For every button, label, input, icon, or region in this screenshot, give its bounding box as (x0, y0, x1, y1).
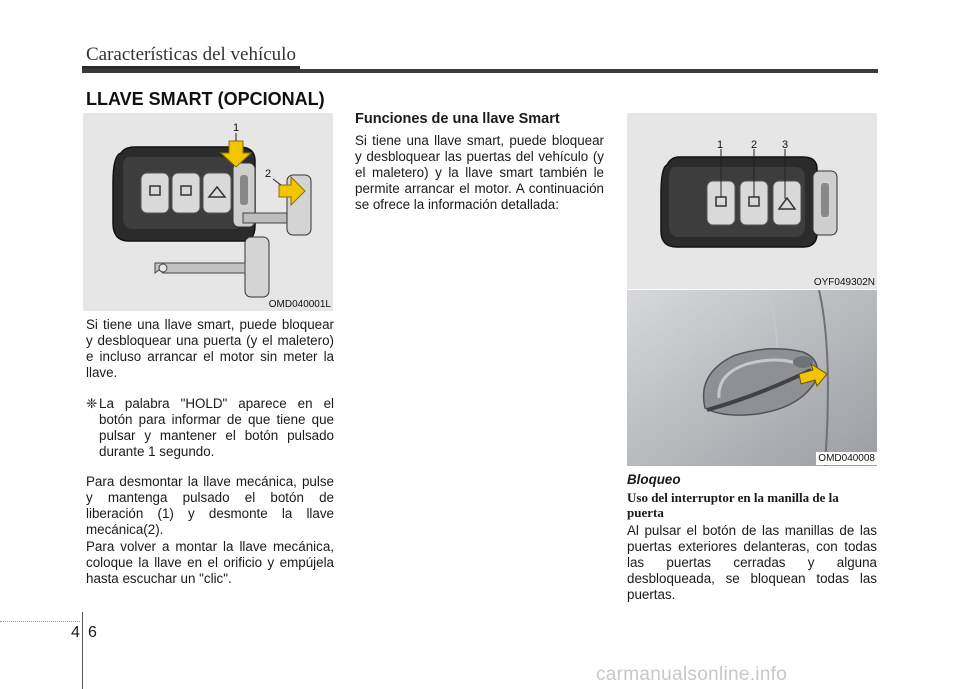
page-section-number: 4 (71, 624, 80, 641)
lock-paragraph: Al pulsar el botón de las manillas de las puertas exteriores delanteras, con todas las puertas cerradas y alguna desbloqueada, se bloquean todas las puertas. (627, 523, 877, 602)
page-number: 6 (88, 624, 97, 641)
note-mark-icon: ❈ (86, 396, 98, 411)
figure-smart-key-buttons (627, 113, 877, 289)
intro-paragraph: Si tiene una llave smart, puede bloquear y desbloquear una puerta (y el maletero) e incluso arrancar el motor sin meter la llave. (86, 317, 334, 380)
hold-note (86, 396, 334, 460)
functions-title: Funciones de una llave Smart (355, 111, 560, 127)
footer-divider (82, 612, 83, 689)
figure-code: OMD040008 (818, 453, 875, 464)
header-rule (82, 69, 878, 73)
door-handle-switch-subtitle: Uso del interruptor en la manilla de la puerta (627, 490, 839, 520)
figure-code: OYF049302N (813, 277, 875, 288)
figure-code: OMD040001L (268, 299, 331, 310)
lock-title: Bloqueo (627, 472, 681, 487)
footer-dotted-line (0, 621, 80, 622)
watermark: carmanualsonline.info (596, 664, 788, 685)
door-handle-illustration (627, 290, 877, 466)
functions-paragraph: Si tiene una llave smart, puede bloquear y desbloquear las puertas del vehículo (y el maletero) y la llave smart también le permite arrancar el motor. A continuación se ofrece la información detallada: (355, 133, 604, 212)
remove-key-paragraph: Para desmontar la llave mecánica, pulse y mantenga pulsado el botón de liberación (1) y desmonte la llave mecánica(2). (86, 474, 334, 537)
callout-button-2: 2 (751, 139, 758, 151)
page-header-title: Características del vehículo (86, 44, 296, 65)
section-title: LLAVE SMART (OPCIONAL) (86, 89, 325, 109)
figure-smart-key-release (83, 113, 333, 311)
smart-key-buttons-illustration (627, 113, 877, 289)
reinstall-key-paragraph: Para volver a montar la llave mecánica, coloque la llave en el orificio y empújela hasta escuchar un "clic". (86, 539, 334, 586)
hold-note-text: La palabra "HOLD" aparece en el botón para informar de que tiene que pulsar y mantener el botón pulsado durante 1 segundo. (99, 396, 334, 459)
callout-button-1: 1 (717, 139, 724, 151)
callout-button-3: 3 (782, 139, 789, 151)
figure-door-handle (627, 290, 877, 466)
smart-key-illustration (83, 113, 333, 311)
callout-1: 1 (233, 122, 240, 134)
callout-2: 2 (265, 168, 272, 180)
